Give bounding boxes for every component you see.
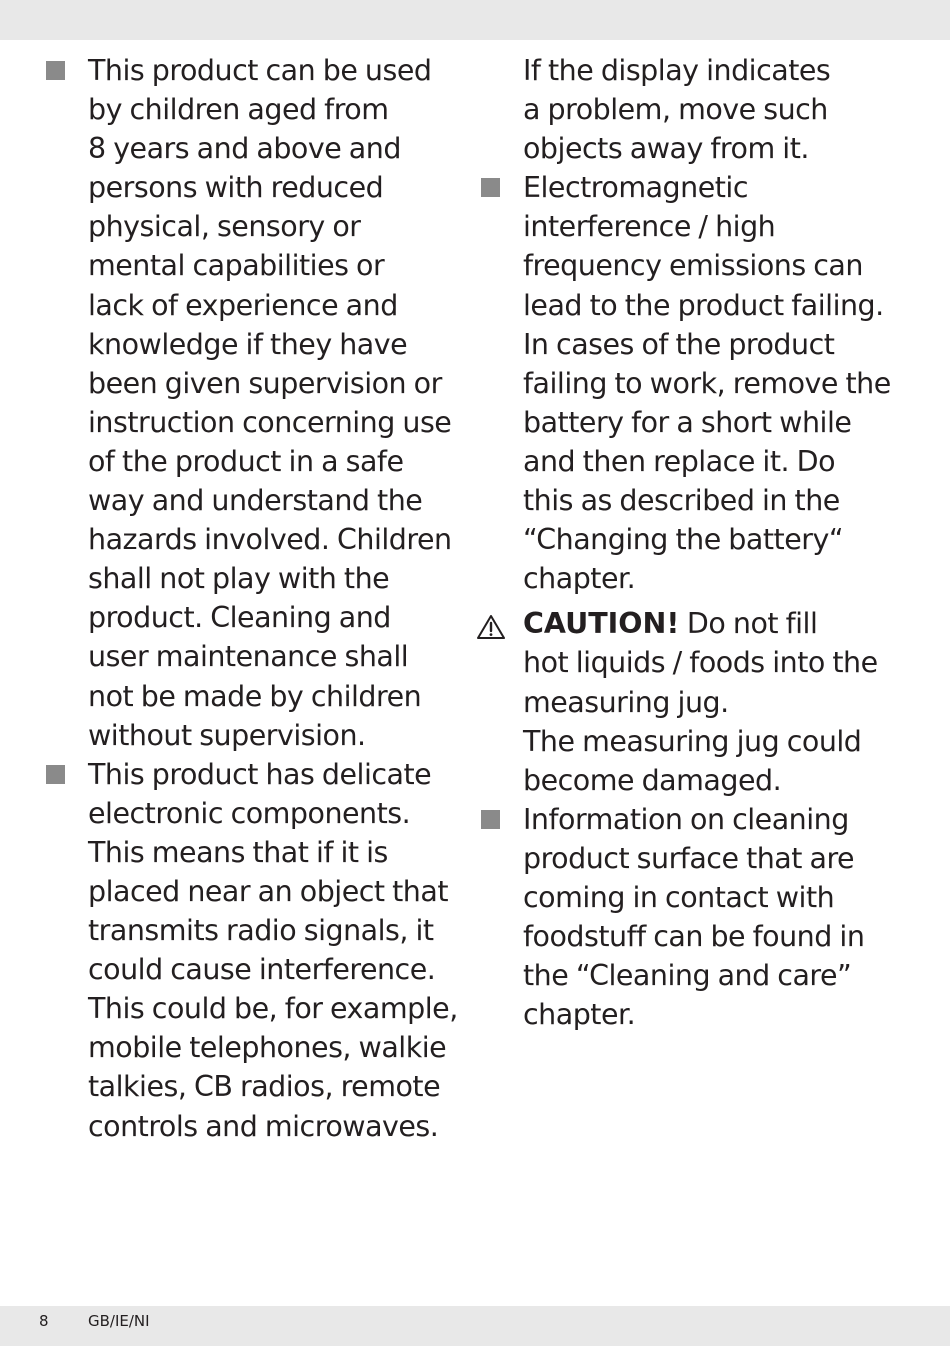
text-line: user maintenance shall bbox=[88, 640, 409, 674]
text-line: chapter. bbox=[523, 562, 636, 596]
text-line: transmits radio signals, it bbox=[88, 914, 434, 948]
text-line: objects away from it. bbox=[523, 132, 809, 166]
text-line: measuring jug. bbox=[523, 685, 729, 719]
item-text bbox=[523, 51, 903, 168]
text-line: hot liquids / foods into the bbox=[523, 646, 878, 680]
text-line: chapter. bbox=[523, 998, 636, 1032]
region-code: GB/IE/NI bbox=[88, 1312, 150, 1330]
bullet-item-electronic-components bbox=[88, 755, 468, 1146]
text-line: been given supervision or bbox=[88, 366, 442, 400]
item-text bbox=[88, 755, 468, 1146]
text-line: foodstuff can be found in bbox=[523, 920, 865, 954]
text-line: controls and microwaves. bbox=[88, 1109, 439, 1143]
text-line: become damaged. bbox=[523, 763, 782, 797]
text-line: “Changing the battery“ bbox=[523, 523, 844, 557]
text-line: lack of experience and bbox=[88, 288, 398, 322]
text-line: could cause interference. bbox=[88, 953, 436, 987]
item-text bbox=[523, 168, 903, 598]
caution-heading: CAUTION! bbox=[523, 607, 680, 641]
text-line: physical, sensory or bbox=[88, 210, 361, 244]
square-bullet-icon bbox=[46, 61, 65, 80]
text-line: lead to the product failing. bbox=[523, 288, 884, 322]
text-line: battery for a short while bbox=[523, 405, 852, 439]
text-line: In cases of the product bbox=[523, 327, 835, 361]
text-line: This product has delicate bbox=[88, 757, 432, 791]
text-line: not be made by children bbox=[88, 679, 422, 713]
text-line: by children aged from bbox=[88, 93, 389, 127]
header-band bbox=[0, 0, 950, 40]
bullet-item-children-usage bbox=[88, 51, 468, 755]
text-line: This could be, for example, bbox=[88, 992, 458, 1026]
text-line: mental capabilities or bbox=[88, 249, 385, 283]
page-number: 8 bbox=[39, 1312, 49, 1330]
text-line: persons with reduced bbox=[88, 171, 384, 205]
text-line: Electromagnetic bbox=[523, 171, 749, 205]
text-line: instruction concerning use bbox=[88, 405, 452, 439]
text-line: mobile telephones, walkie bbox=[88, 1031, 447, 1065]
text-line: coming in contact with bbox=[523, 880, 835, 914]
caution-first-line bbox=[523, 604, 903, 643]
text-line: interference / high bbox=[523, 210, 776, 244]
text-line: placed near an object that bbox=[88, 874, 449, 908]
text-line: frequency emissions can bbox=[523, 249, 863, 283]
text-line: shall not play with the bbox=[88, 562, 390, 596]
text-line: talkies, CB radios, remote bbox=[88, 1070, 441, 1104]
text-line: This means that if it is bbox=[88, 835, 388, 869]
square-bullet-icon bbox=[46, 765, 65, 784]
square-bullet-icon bbox=[481, 178, 500, 197]
caution-text bbox=[523, 643, 903, 799]
text-line: product surface that are bbox=[523, 841, 855, 875]
bullet-item-cleaning-info bbox=[523, 800, 903, 1035]
text-line: this as described in the bbox=[523, 484, 840, 518]
continued-paragraph bbox=[523, 51, 903, 168]
caution-notice bbox=[523, 604, 903, 799]
text-line: The measuring jug could bbox=[523, 724, 862, 758]
text-line: and then replace it. Do bbox=[523, 444, 836, 478]
bullet-item-electromagnetic bbox=[523, 168, 903, 598]
text-line: hazards involved. Children bbox=[88, 523, 452, 557]
caution-first-line-text: Do not fill bbox=[679, 607, 818, 641]
text-line: of the product in a safe bbox=[88, 444, 404, 478]
item-text bbox=[523, 800, 903, 1035]
text-line: knowledge if they have bbox=[88, 327, 408, 361]
text-line: product. Cleaning and bbox=[88, 601, 391, 635]
left-column bbox=[88, 51, 468, 1146]
right-column bbox=[523, 51, 903, 1034]
text-line: electronic components. bbox=[88, 796, 411, 830]
text-line: 8 years and above and bbox=[88, 132, 401, 166]
text-line: without supervision. bbox=[88, 718, 366, 752]
text-line: failing to work, remove the bbox=[523, 366, 891, 400]
square-bullet-icon bbox=[481, 810, 500, 829]
text-line: Information on cleaning bbox=[523, 802, 849, 836]
text-line: a problem, move such bbox=[523, 93, 828, 127]
text-line: the “Cleaning and care” bbox=[523, 959, 852, 993]
warning-triangle-icon bbox=[476, 614, 506, 640]
text-line: way and understand the bbox=[88, 484, 423, 518]
text-line: This product can be used bbox=[88, 54, 432, 87]
item-text bbox=[88, 51, 468, 755]
text-line: If the display indicates bbox=[523, 54, 831, 87]
